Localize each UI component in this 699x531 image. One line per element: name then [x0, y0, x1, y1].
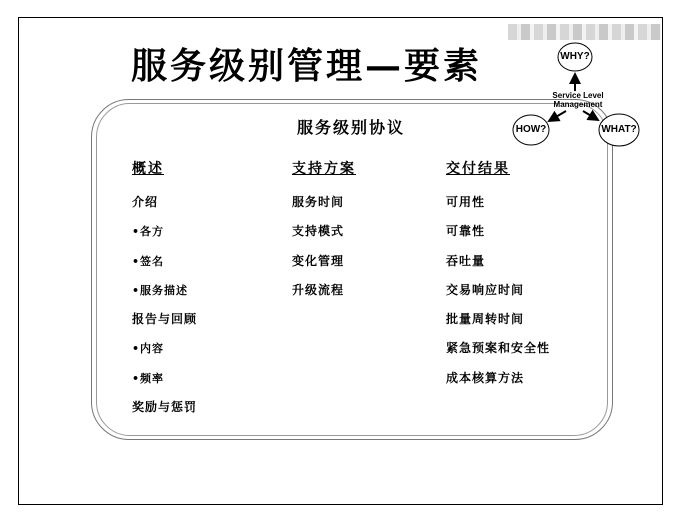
- what-label: WHAT?: [601, 124, 637, 135]
- list-item: 可靠性: [446, 224, 486, 239]
- list-item: 介绍: [132, 195, 159, 209]
- list-item: •服务描述: [132, 283, 189, 297]
- list-item: 奖励与惩罚: [132, 400, 198, 415]
- list-item: •签名: [132, 254, 165, 268]
- list-item: •内容: [132, 342, 165, 356]
- list-item: 可用性: [446, 195, 486, 209]
- list-item: 紧急预案和安全性: [446, 341, 551, 356]
- column-heading: 概述: [132, 161, 164, 177]
- list-item: 批量周转时间: [446, 312, 525, 327]
- list-item: 成本核算方法: [446, 370, 525, 385]
- how-label: HOW?: [515, 124, 547, 135]
- arrow-to-what: [583, 111, 598, 120]
- list-item: •频率: [132, 371, 165, 385]
- list-item: 支持模式: [292, 224, 345, 239]
- list-item: 交易响应时间: [446, 282, 525, 297]
- column-heading: 支持方案: [292, 161, 356, 177]
- list-item: 升级流程: [292, 282, 345, 297]
- slm-center-label: Service Level Management: [552, 91, 604, 109]
- list-item: •各方: [132, 225, 165, 239]
- list-item: 报告与回顾: [132, 312, 198, 327]
- list-item: 服务时间: [292, 195, 345, 209]
- arrow-to-how: [549, 111, 566, 121]
- panel-title: 服务级别协议: [297, 118, 406, 137]
- why-label: WHY?: [560, 51, 590, 62]
- list-item: 变化管理: [292, 253, 345, 268]
- column-heading: 交付结果: [446, 161, 510, 177]
- slide-title: 服务级别管理—要素: [131, 45, 483, 87]
- list-item: 吞吐量: [446, 253, 486, 268]
